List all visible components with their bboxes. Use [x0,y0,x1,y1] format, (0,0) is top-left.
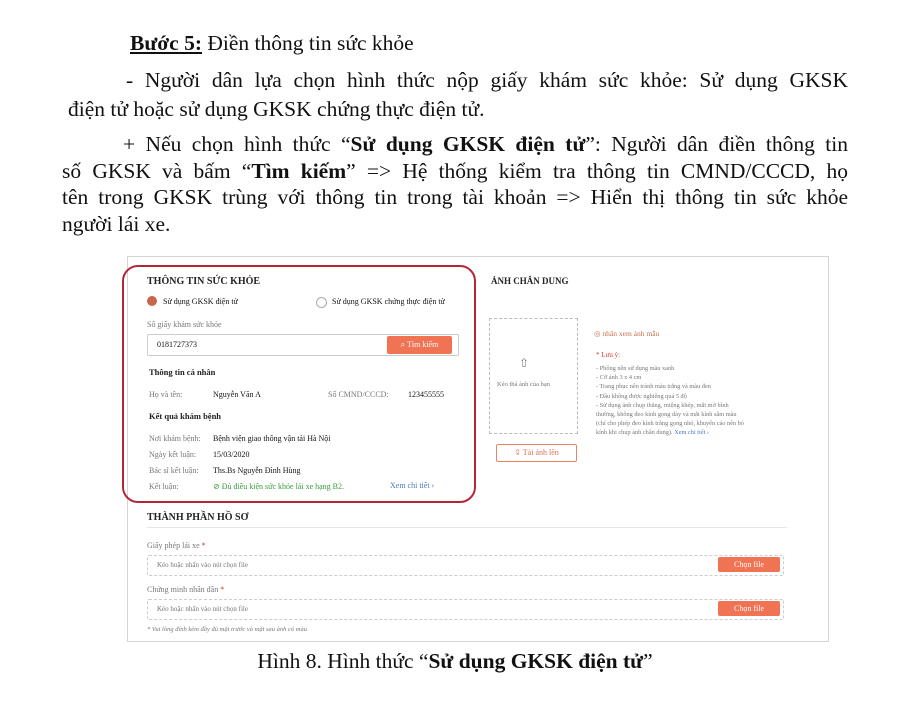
id-label: Số CMND/CCCD: [328,390,389,399]
step-heading [130,29,414,58]
portrait-dropzone[interactable] [489,318,578,434]
portrait-detail-text: Xem chi tiết [674,429,706,437]
para2-bold: Tìm kiếm [251,159,347,183]
para2-text: + Nếu chọn hình thức “ [123,132,351,156]
para2-text: ”: Người dân điền thông tin [585,132,848,156]
id-card-choose-file-button[interactable]: Chọn file [718,601,780,616]
id-card-label [147,585,224,595]
note-text: kính khi chụp ảnh chân dung). [596,429,673,437]
license-label [147,541,206,551]
check-circle-icon: ⊘ [213,482,222,491]
radio-electronic-label: Sử dụng GKSK điện tử [163,297,238,306]
portrait-detail-link[interactable]: Xem chi tiết › [674,429,709,437]
chevron-right-icon: › [429,481,435,490]
caption-text: Hình 8. Hình thức “ [257,649,429,673]
upload-photo-button[interactable] [496,444,577,462]
place-label: Nơi khám bệnh: [149,434,201,443]
para2-bold: Sử dụng GKSK điện tử [350,132,586,156]
note-line [596,428,744,437]
search-button-label: Tìm kiếm [407,340,439,349]
note-line: thường, không đeo kính gọng dày và mắt kính sẫm màu [596,411,737,419]
dropzone-text: Kéo thả ảnh của bạn [497,381,551,388]
step-label: Bước 5: [130,31,202,55]
docs-footnote: * Vui lòng đính kèm đầy đủ mặt trước và mặt sau ảnh có màu [147,626,307,633]
note-line: (chỉ cho phép đeo kính trắng gọng nhỏ, khuyến cáo nên bỏ [596,420,744,428]
doctor-label: Bác sĩ kết luận: [149,466,199,475]
note-title: * Lưu ý: [596,351,621,359]
caption-bold: Sử dụng GKSK điện tử [428,649,644,673]
eye-icon: ◎ [594,329,603,338]
required-mark: * [220,585,225,594]
name-value: Nguyễn Văn A [213,390,261,399]
cloud-upload-icon: ⇧ [519,356,530,370]
id-card-label-text: Chứng minh nhân dân [147,585,219,594]
personal-info-title: Thông tin cá nhân [149,367,216,377]
para2-text: ” => Hệ thống kiểm tra thông tin CMND/CCCD, họ [346,159,849,183]
id-value: 123455555 [408,390,444,399]
health-detail-text: Xem chi tiết [390,481,430,490]
note-line: - Phông nền sử dụng màu xanh [596,365,675,372]
license-choose-file-button[interactable]: Chọn file [718,557,780,572]
cert-number-value: 0181727373 [157,340,197,349]
caption-text: ” [643,649,653,673]
step-title: Điền thông tin sức khỏe [201,31,414,55]
para2-text: số GKSK và bấm “ [62,159,252,183]
radio-certified-label: Sử dụng GKSK chứng thực điện tử [332,297,445,306]
sample-photo-link[interactable] [594,329,659,339]
para2-line3: tên trong GKSK trùng với thông tin trong tài khoản => Hiển thị thông tin sức khỏe [62,185,848,209]
note-line: - Đầu không được nghiêng quá 5 độ [596,392,687,400]
license-label-text: Giấy phép lái xe [147,541,200,550]
highlight-frame [122,265,476,503]
place-value: Bệnh viện giao thông vận tải Hà Nội [213,434,331,443]
para2-line4: người lái xe. [62,212,171,236]
conclusion-text: Đủ điều kiện sức khỏe lái xe hạng B2. [221,482,345,491]
docs-section-title: THÀNH PHẦN HỒ SƠ [147,512,249,523]
search-icon: ⌕ [400,340,407,349]
sample-link-text: nhấn xem ảnh mẫu [602,329,660,338]
upload-button-label: Tải ảnh lên [522,448,559,457]
para2-line1 [123,130,848,159]
date-value: 15/03/2020 [213,450,250,459]
figure-caption [0,649,910,674]
conclusion-label: Kết luận: [149,482,179,491]
note-line: - Trang phục nên tránh màu trắng và màu đen [596,383,711,391]
para2-line2 [62,157,848,186]
id-card-placeholder: Kéo hoặc nhấn vào nút chọn file [157,605,248,613]
doctor-value: Ths.Bs Nguyễn Đình Hùng [213,466,301,475]
portrait-notes [596,364,744,438]
date-label: Ngày kết luận: [149,450,197,459]
upload-icon: ⇪ [514,448,523,457]
name-label: Họ và tên: [149,390,183,399]
health-section-title: THÔNG TIN SỨC KHỎE [147,276,261,287]
license-placeholder: Kéo hoặc nhấn vào nút chọn file [157,561,248,569]
result-title: Kết quả khám bệnh [149,411,222,421]
divider [147,527,787,528]
required-mark: * [201,541,206,550]
note-line: - Cỡ ảnh 3 x 4 cm [596,374,642,382]
para1-line2: điện tử hoặc sử dụng GKSK chứng thực điện tử. [68,97,485,121]
portrait-section-title: ẢNH CHÂN DUNG [491,276,569,286]
para1-line1: - Người dân lựa chọn hình thức nộp giấy khám sức khỏe: Sử dụng GKSK [126,68,848,92]
note-line: - Sử dụng ảnh chụp thẳng, miệng khép, mắt mở bình [596,401,729,409]
cert-number-label: Số giấy khám sức khỏe [147,320,222,329]
